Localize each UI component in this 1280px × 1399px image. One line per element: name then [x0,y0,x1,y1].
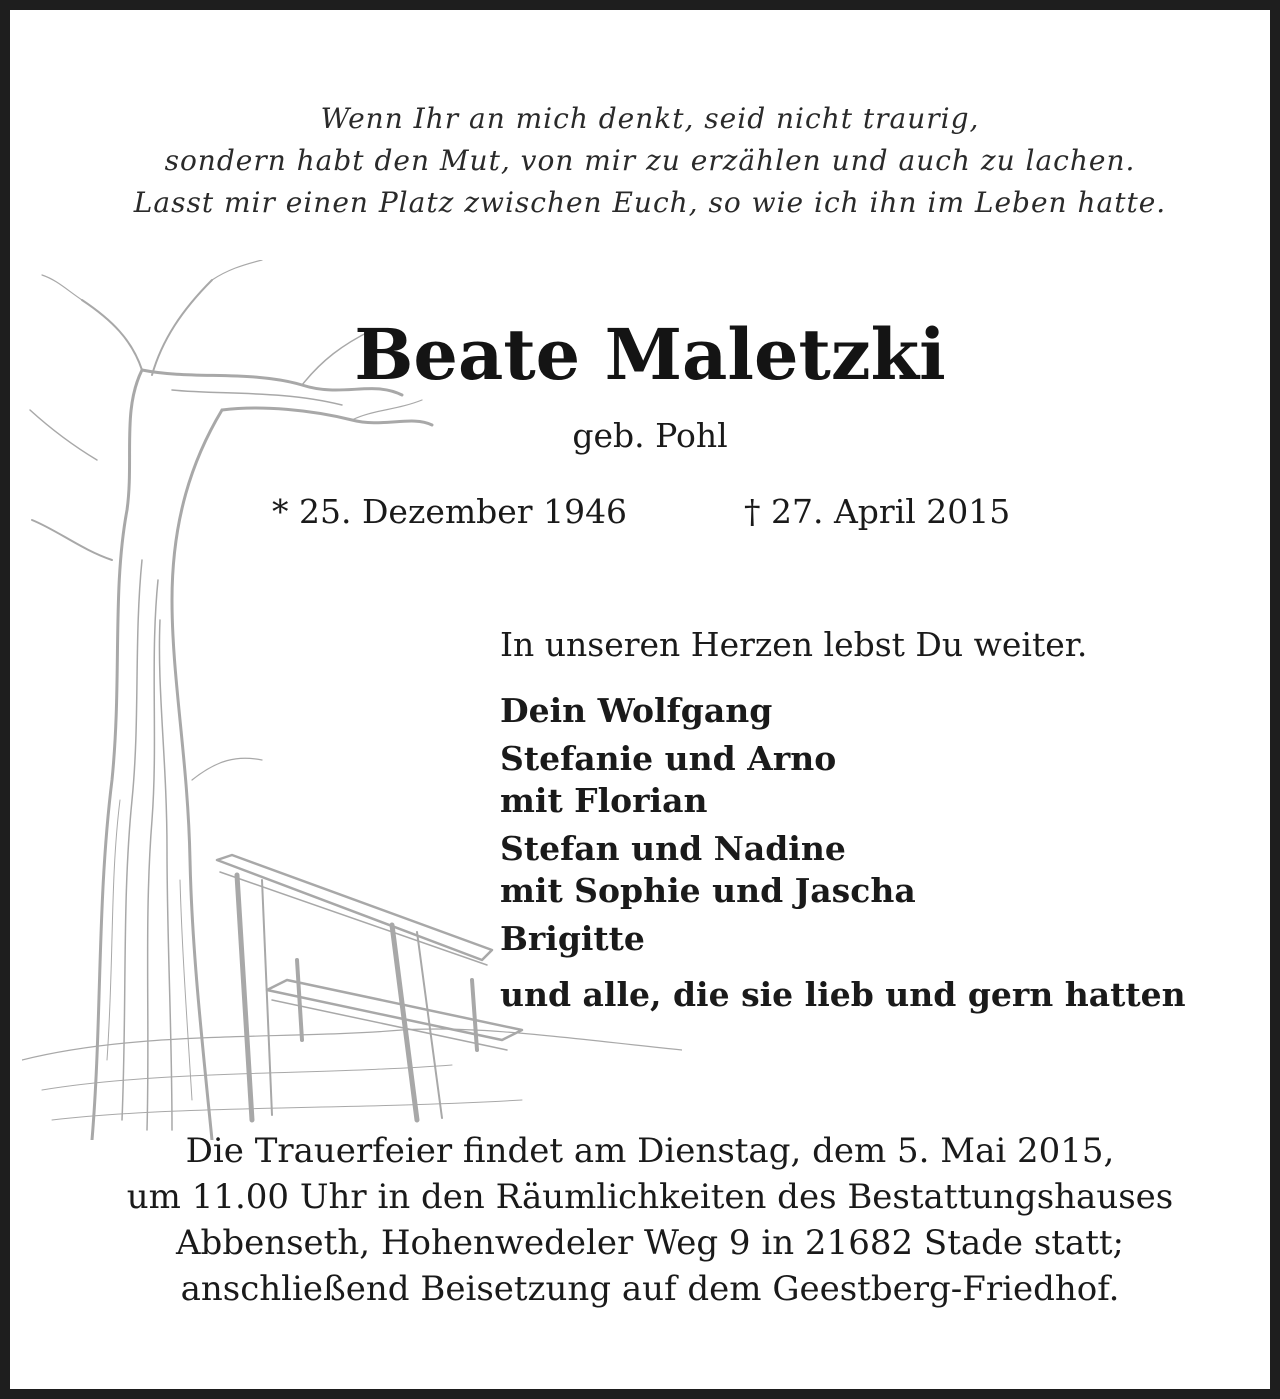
mourner-line: mit Sophie und Jascha [500,871,916,910]
ceremony-line: anschließend Beisetzung auf dem Geestberg-Friedhof. [180,1269,1120,1309]
mourner-line: Dein Wolfgang [500,691,773,730]
poem [10,98,1280,224]
deceased-name: Beate Maletzki [354,313,946,396]
motto: In unseren Herzen lebst Du weiter. [500,625,1088,664]
maiden-name: geb. Pohl [572,416,728,455]
mourner-line: Stefan und Nadine [500,829,846,868]
mourner-group [500,690,1260,732]
poem-line: sondern habt den Mut, von mir zu erzählen und auch zu lachen. [164,144,1136,177]
mourner-line: Brigitte [500,919,645,958]
birth-date: * 25. Dezember 1946 [272,492,628,531]
mourner-line: Stefanie und Arno [500,739,837,778]
death-date: † 27. April 2015 [744,492,1011,531]
mourner-line: und alle, die sie lieb und gern hatten [500,975,1186,1014]
poem-line: Wenn Ihr an mich denkt, seid nicht traurig, [320,102,980,135]
poem-line: Lasst mir einen Platz zwischen Euch, so wie ich ihn im Leben hatte. [133,186,1167,219]
mourner-group [500,974,1260,1016]
ceremony-line: Abbenseth, Hohenwedeler Weg 9 in 21682 Stade statt; [176,1223,1124,1263]
mourner-group [500,738,1260,822]
mourner-group [500,918,1260,960]
mourner-line: mit Florian [500,781,708,820]
ceremony-info [10,1128,1280,1312]
mourner-group [500,828,1260,912]
ceremony-line: um 11.00 Uhr in den Räumlichkeiten des Bestattungshauses [126,1177,1174,1217]
ceremony-line: Die Trauerfeier findet am Dienstag, dem 5. Mai 2015, [185,1131,1115,1171]
mourners-block [500,622,1260,1016]
